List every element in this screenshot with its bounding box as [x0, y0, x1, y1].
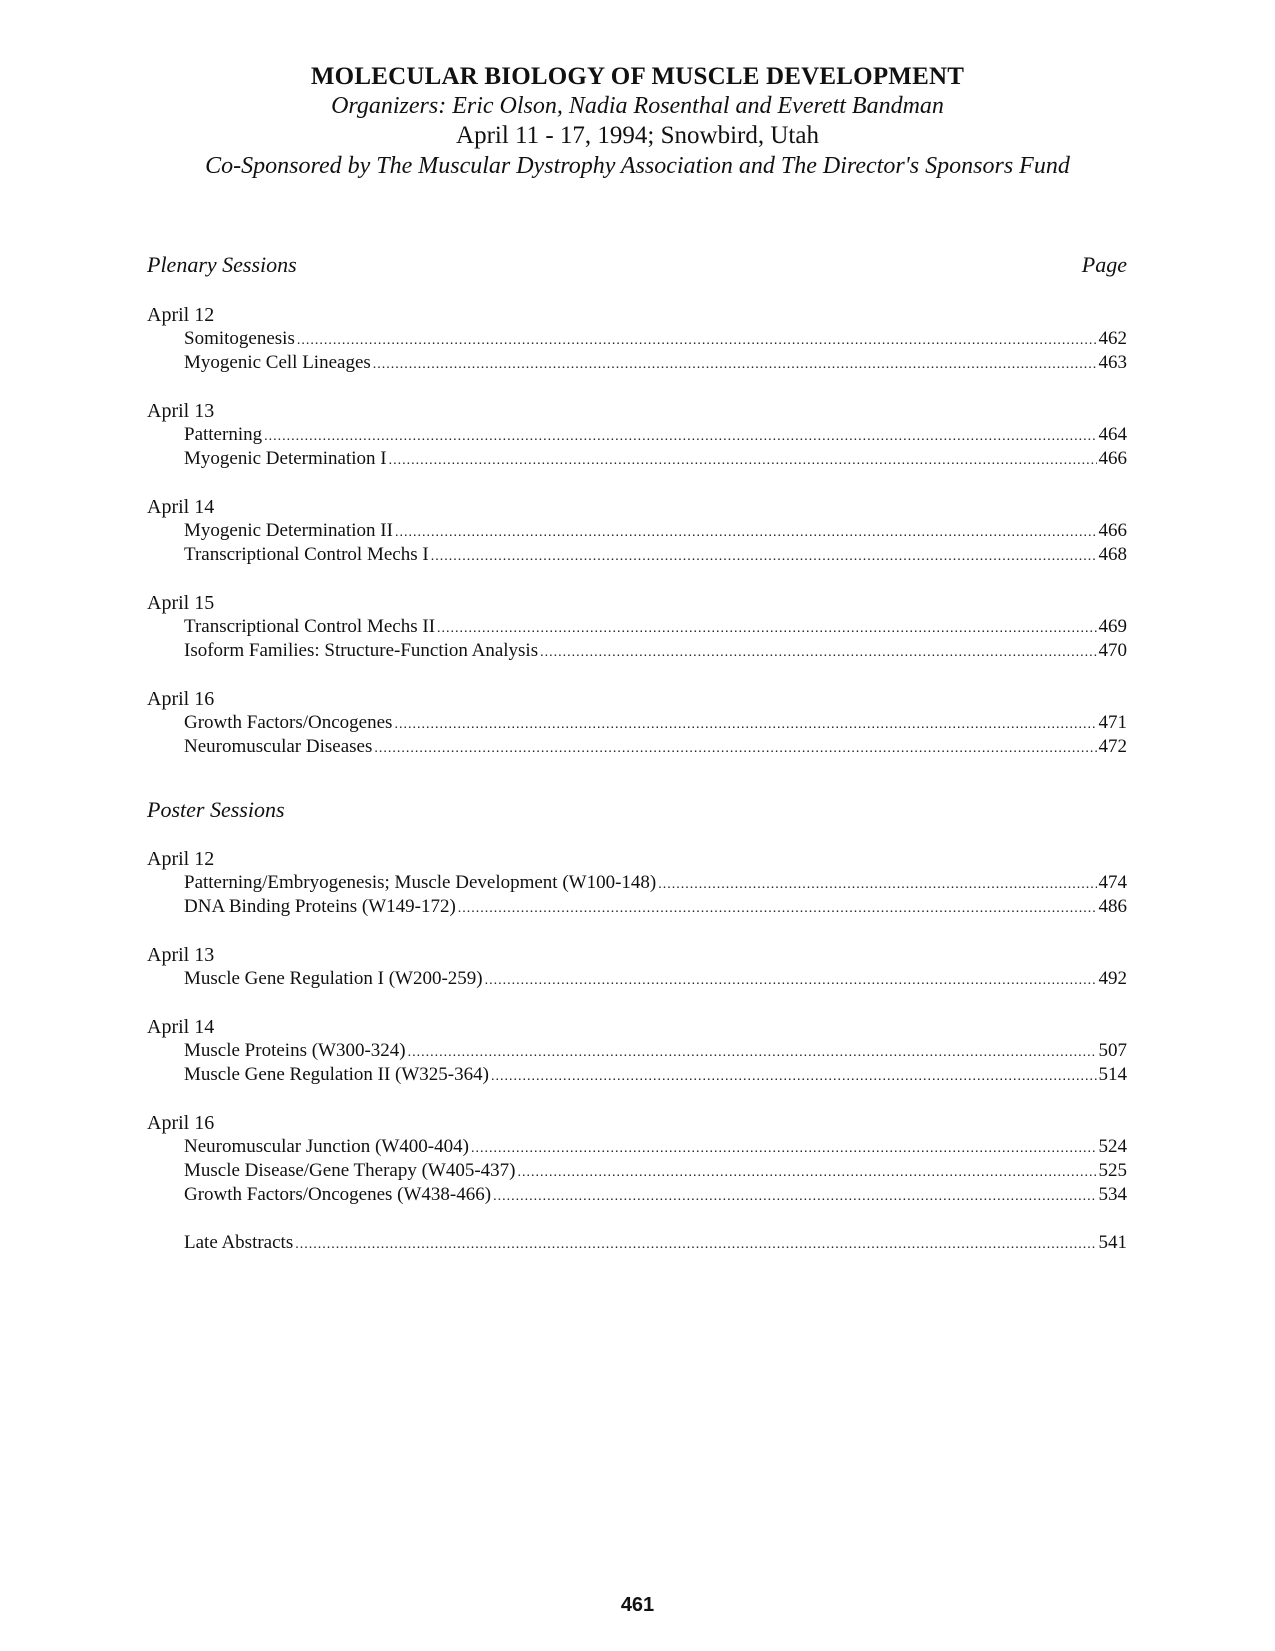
toc-entry-title: Myogenic Determination II: [184, 520, 393, 541]
toc-entry-page: 466: [1098, 520, 1127, 541]
toc-entry: [147, 543, 1127, 567]
document-header: [0, 62, 1275, 181]
toc-entry-title: Muscle Proteins (W300-324): [184, 1040, 406, 1061]
toc-entry-title: Muscle Gene Regulation I (W200-259): [184, 968, 483, 989]
toc-entry-page: 472: [1098, 736, 1127, 757]
toc-entry-page: 507: [1098, 1040, 1127, 1061]
page-column-label: Page: [1081, 252, 1127, 277]
dot-leader: [394, 713, 1096, 737]
session-date: April 16: [147, 1112, 215, 1134]
toc-entry-title: Somitogenesis: [184, 328, 295, 349]
dot-leader: [408, 1041, 1097, 1065]
toc-entry-title: Neuromuscular Diseases: [184, 736, 373, 757]
toc-entry-title: Neuromuscular Junction (W400-404): [184, 1136, 469, 1157]
session-day-group: [147, 847, 1127, 919]
dot-leader: [374, 737, 1096, 761]
toc-entry: [147, 1063, 1127, 1087]
session-day-group: [147, 495, 1127, 567]
poster-section-heading: [147, 797, 1127, 823]
toc-entry-title: Myogenic Cell Lineages: [184, 352, 371, 373]
session-day-group: [147, 1015, 1127, 1087]
session-day-group: [147, 687, 1127, 759]
toc-entry-title: Transcriptional Control Mechs II: [184, 616, 436, 637]
document-title: MOLECULAR BIOLOGY OF MUSCLE DEVELOPMENT: [310, 63, 965, 90]
session-date: April 12: [147, 304, 215, 326]
session-date: April 13: [147, 944, 215, 966]
toc-entry-title: Late Abstracts: [184, 1232, 294, 1253]
toc-entry: [147, 871, 1127, 895]
session-date: April 16: [147, 688, 215, 710]
toc-entry-page: 466: [1098, 448, 1127, 469]
toc-entry: [147, 1231, 1127, 1255]
toc-entry-page: 541: [1098, 1232, 1127, 1253]
toc-entry-title: Muscle Disease/Gene Therapy (W405-437): [184, 1160, 516, 1181]
toc-entry-title: Growth Factors/Oncogenes: [184, 712, 393, 733]
dot-leader: [389, 449, 1097, 473]
organizers-line: Organizers: Eric Olson, Nadia Rosenthal and Everett Bandman: [331, 93, 944, 119]
dot-leader: [458, 897, 1097, 921]
plenary-section-heading: [147, 252, 1127, 278]
toc-entry-page: 525: [1098, 1160, 1127, 1181]
session-date: April 15: [147, 592, 215, 614]
dot-leader: [295, 1233, 1096, 1257]
plenary-session-list: [147, 303, 1127, 783]
toc-entry-page: 514: [1098, 1064, 1127, 1085]
page-number: 461: [620, 1594, 655, 1616]
sponsor-line: Co-Sponsored by The Muscular Dystrophy Association and The Director's Sponsors Fund: [205, 153, 1070, 179]
toc-entry-page: 524: [1098, 1136, 1127, 1157]
toc-entry: [147, 639, 1127, 663]
dot-leader: [658, 873, 1096, 897]
poster-session-list: [147, 847, 1127, 1279]
toc-entry: [147, 711, 1127, 735]
dot-leader: [437, 617, 1096, 641]
toc-entry-title: Muscle Gene Regulation II (W325-364): [184, 1064, 489, 1085]
toc-entry-page: 469: [1098, 616, 1127, 637]
toc-entry-page: 470: [1098, 640, 1127, 661]
toc-entry: [147, 423, 1127, 447]
dot-leader: [471, 1137, 1097, 1161]
dot-leader: [264, 425, 1096, 449]
dot-leader: [431, 545, 1097, 569]
dot-leader: [395, 521, 1097, 545]
toc-entry: [147, 615, 1127, 639]
session-date: April 14: [147, 1016, 215, 1038]
toc-entry: [147, 351, 1127, 375]
toc-entry-title: Myogenic Determination I: [184, 448, 387, 469]
toc-entry: [147, 519, 1127, 543]
toc-entry-page: 534: [1098, 1184, 1127, 1205]
toc-entry-page: 492: [1098, 968, 1127, 989]
toc-entry: [147, 1183, 1127, 1207]
dates-location-line: April 11 - 17, 1994; Snowbird, Utah: [456, 122, 819, 149]
toc-entry-title: Patterning: [184, 424, 263, 445]
session-date: April 13: [147, 400, 215, 422]
dot-leader: [373, 353, 1097, 377]
toc-entry: [147, 967, 1127, 991]
toc-entry-page: 463: [1098, 352, 1127, 373]
dot-leader: [518, 1161, 1097, 1185]
session-date: April 14: [147, 496, 215, 518]
session-day-group: [147, 591, 1127, 663]
toc-entry: [147, 1159, 1127, 1183]
session-day-group: [147, 943, 1127, 991]
session-day-group: [147, 1111, 1127, 1207]
toc-entry: [147, 327, 1127, 351]
toc-entry-page: 468: [1098, 544, 1127, 565]
toc-entry-title: Transcriptional Control Mechs I: [184, 544, 429, 565]
toc-entry-page: 464: [1098, 424, 1127, 445]
dot-leader: [540, 641, 1096, 665]
dot-leader: [493, 1185, 1096, 1209]
session-date: April 12: [147, 848, 215, 870]
toc-entry-title: Isoform Families: Structure-Function Analysis: [184, 640, 539, 661]
dot-leader: [485, 969, 1097, 993]
dot-leader: [297, 329, 1097, 353]
poster-heading-label: Poster Sessions: [147, 797, 285, 822]
toc-entry-title: Growth Factors/Oncogenes (W438-466): [184, 1184, 492, 1205]
toc-entry: [147, 735, 1127, 759]
toc-entry-page: 474: [1098, 872, 1127, 893]
session-day-group: [147, 399, 1127, 471]
toc-entry-page: 486: [1098, 896, 1127, 917]
toc-entry: [147, 1039, 1127, 1063]
toc-entry-page: 471: [1098, 712, 1127, 733]
plenary-heading-label: Plenary Sessions: [147, 252, 297, 277]
toc-entry: [147, 895, 1127, 919]
toc-entry: [147, 447, 1127, 471]
dot-leader: [491, 1065, 1097, 1089]
session-day-group: [147, 303, 1127, 375]
toc-entry-page: 462: [1098, 328, 1127, 349]
toc-entry: [147, 1135, 1127, 1159]
toc-entry-title: Patterning/Embryogenesis; Muscle Development (W100-148): [184, 872, 657, 893]
session-day-group: [147, 1231, 1127, 1255]
toc-entry-title: DNA Binding Proteins (W149-172): [184, 896, 456, 917]
